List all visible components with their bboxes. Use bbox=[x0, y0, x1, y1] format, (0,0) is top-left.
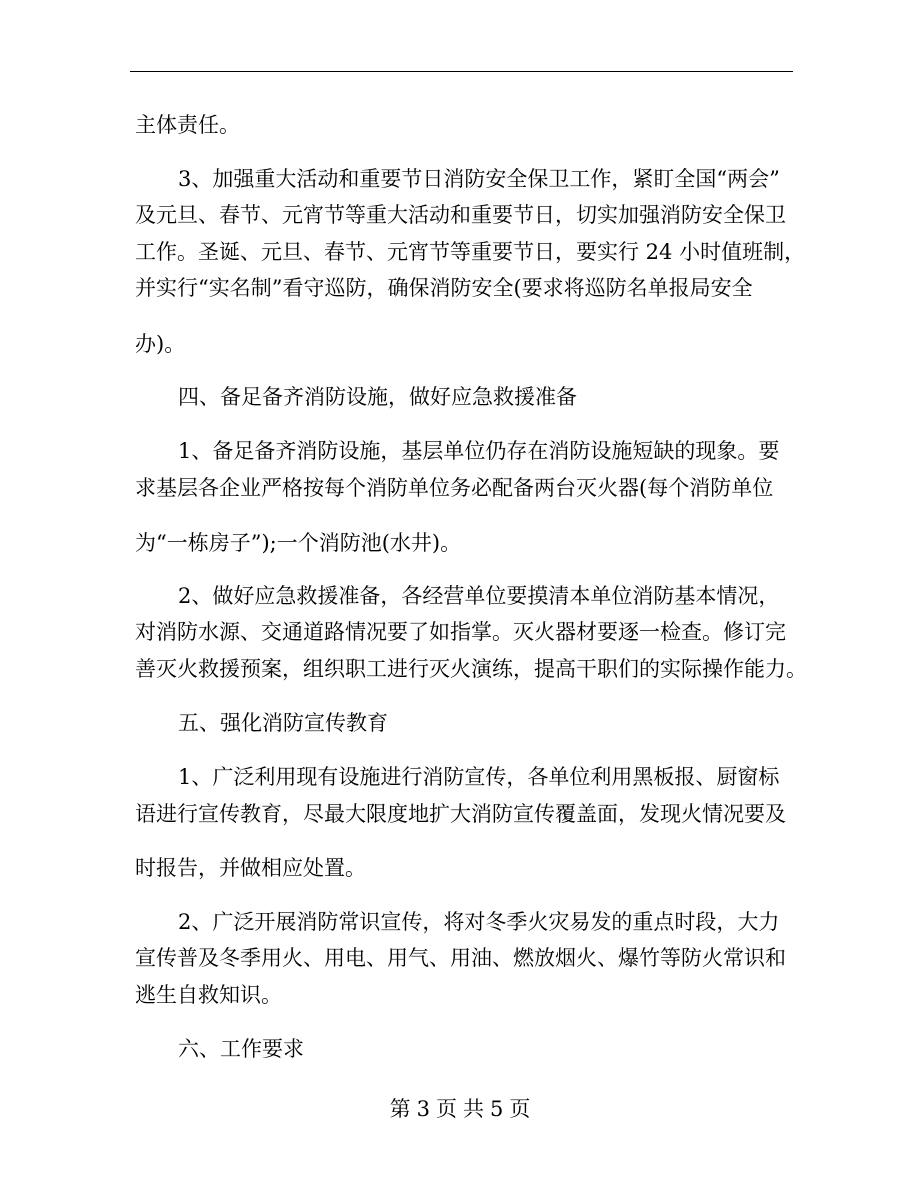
footer-ye-2: 页 bbox=[509, 1097, 531, 1121]
section-heading: 六、工作要求 bbox=[178, 1037, 304, 1061]
page-footer bbox=[0, 1094, 920, 1124]
text-line: 办)。 bbox=[135, 332, 186, 356]
text-line: 主体责任。 bbox=[135, 113, 240, 137]
page-number: 3 bbox=[416, 1097, 430, 1121]
section-heading: 五、强化消防宣传教育 bbox=[178, 711, 388, 735]
text-line: 2、广泛开展消防常识宣传，将对冬季火灾易发的重点时段，大力 bbox=[178, 910, 780, 934]
text-line: 语进行宣传教育，尽最大限度地扩大消防宣传覆盖面，发现火情况要及 bbox=[135, 802, 786, 826]
text-line: 善灭火救援预案，组织职工进行灭火演练，提高干职们的实际操作能力。 bbox=[135, 657, 807, 681]
text-line: 1、备足备齐消防设施，基层单位仍存在消防设施短缺的现象。要 bbox=[178, 439, 780, 463]
text-line: 对消防水源、交通道路情况要了如指掌。灭火器材要逐一检查。修订完 bbox=[135, 620, 786, 644]
total-pages: 5 bbox=[490, 1097, 504, 1121]
text-line: 逃生自救知识。 bbox=[135, 983, 282, 1007]
text-line: 2、做好应急救援准备，各经营单位要摸清本单位消防基本情况， bbox=[178, 584, 780, 608]
text-line: 及元旦、春节、元宵节等重大活动和重要节日，切实加强消防安全保卫 bbox=[135, 203, 786, 227]
text-line: 宣传普及冬季用火、用电、用气、用油、燃放烟火、爆竹等防火常识和 bbox=[135, 946, 786, 970]
header-rule bbox=[130, 71, 793, 72]
text-line: 并实行“实名制”看守巡防，确保消防安全(要求将巡防名单报局安全 bbox=[135, 276, 753, 300]
footer-ye: 页 bbox=[436, 1097, 457, 1121]
footer-gong: 共 bbox=[463, 1097, 484, 1121]
text-line: 1、广泛利用现有设施进行消防宣传，各单位利用黑板报、厨窗标 bbox=[178, 765, 780, 789]
text-line: 为“一栋房子”);一个消防池(水井)。 bbox=[135, 531, 462, 555]
text-line: 工作。圣诞、元旦、春节、元宵节等重要节日，要实行 24 小时值班制， bbox=[135, 240, 806, 264]
footer-di: 第 bbox=[389, 1097, 411, 1121]
text-line: 求基层各企业严格按每个消防单位务必配备两台灭火器(每个消防单位 bbox=[135, 476, 774, 500]
text-line: 3、加强重大活动和重要节日消防安全保卫工作，紧盯全国“两会” bbox=[178, 167, 780, 191]
section-heading: 四、备足备齐消防设施，做好应急救援准备 bbox=[178, 385, 577, 409]
text-line: 时报告，并做相应处置。 bbox=[135, 856, 366, 880]
